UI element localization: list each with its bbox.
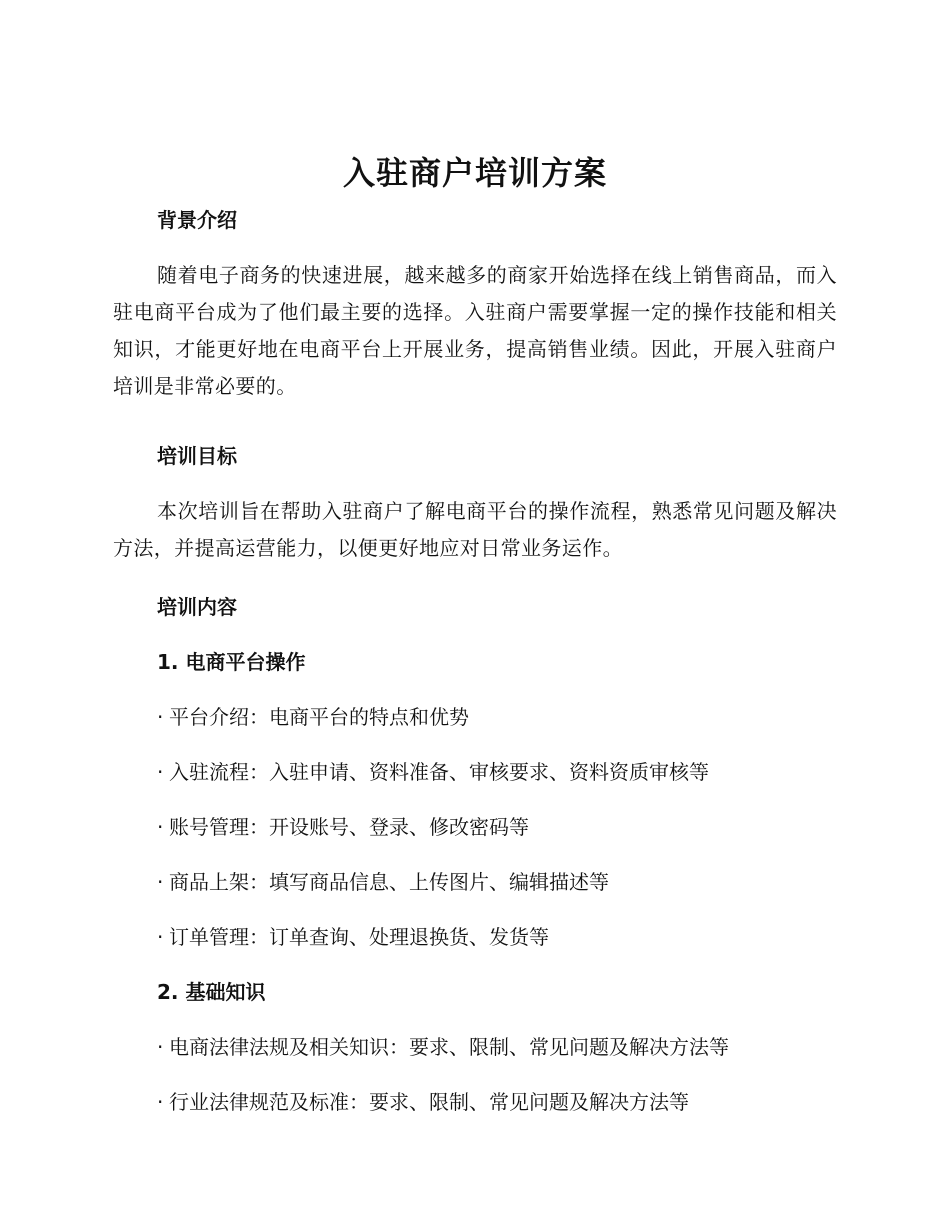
bullet-icon: ·: [157, 815, 164, 839]
list-item: [157, 867, 609, 897]
bullet-icon: ·: [157, 1090, 164, 1114]
paragraph-goal: 本次培训旨在帮助入驻商户了解电商平台的操作流程，熟悉常见问题及解决方法，并提高运营能力，以便更好地应对日常业务运作。: [113, 499, 837, 560]
list-item: [157, 1032, 729, 1062]
bullet-icon: ·: [157, 925, 164, 949]
list-item-text: 入驻流程：入驻申请、资料准备、审核要求、资料资质审核等: [169, 760, 709, 784]
bullet-icon: ·: [157, 705, 164, 729]
list-item-text: 账号管理：开设账号、登录、修改密码等: [169, 815, 529, 839]
heading-basic-knowledge: 2. 基础知识: [157, 980, 266, 1004]
list-item: [157, 812, 529, 842]
document-title: 入驻商户培训方案: [342, 154, 607, 192]
heading-platform-operations: 1. 电商平台操作: [157, 650, 306, 674]
list-item: [157, 702, 469, 732]
list-item-text: 订单管理：订单查询、处理退换货、发货等: [169, 925, 549, 949]
bullet-icon: ·: [157, 760, 164, 784]
list-item-text: 商品上架：填写商品信息、上传图片、编辑描述等: [169, 870, 609, 894]
list-item-text: 电商法律法规及相关知识：要求、限制、常见问题及解决方法等: [169, 1035, 729, 1059]
list-item-text: 行业法律规范及标准：要求、限制、常见问题及解决方法等: [169, 1090, 689, 1114]
list-item-text: 平台介绍：电商平台的特点和优势: [169, 705, 469, 729]
list-item: [157, 922, 549, 952]
bullet-icon: ·: [157, 870, 164, 894]
heading-content: 培训内容: [157, 595, 237, 619]
list-item: [157, 757, 709, 787]
paragraph-background: 随着电子商务的快速进展，越来越多的商家开始选择在线上销售商品，而入驻电商平台成为了他们最主要的选择。入驻商户需要掌握一定的操作技能和相关知识，才能更好地在电商平台上开展业务，提高销售业绩。因此，开展入驻商户培训是非常必要的。: [113, 263, 837, 398]
list-item: [157, 1087, 689, 1117]
heading-goal: 培训目标: [157, 444, 237, 468]
bullet-icon: ·: [157, 1035, 164, 1059]
heading-background: 背景介绍: [157, 208, 237, 232]
